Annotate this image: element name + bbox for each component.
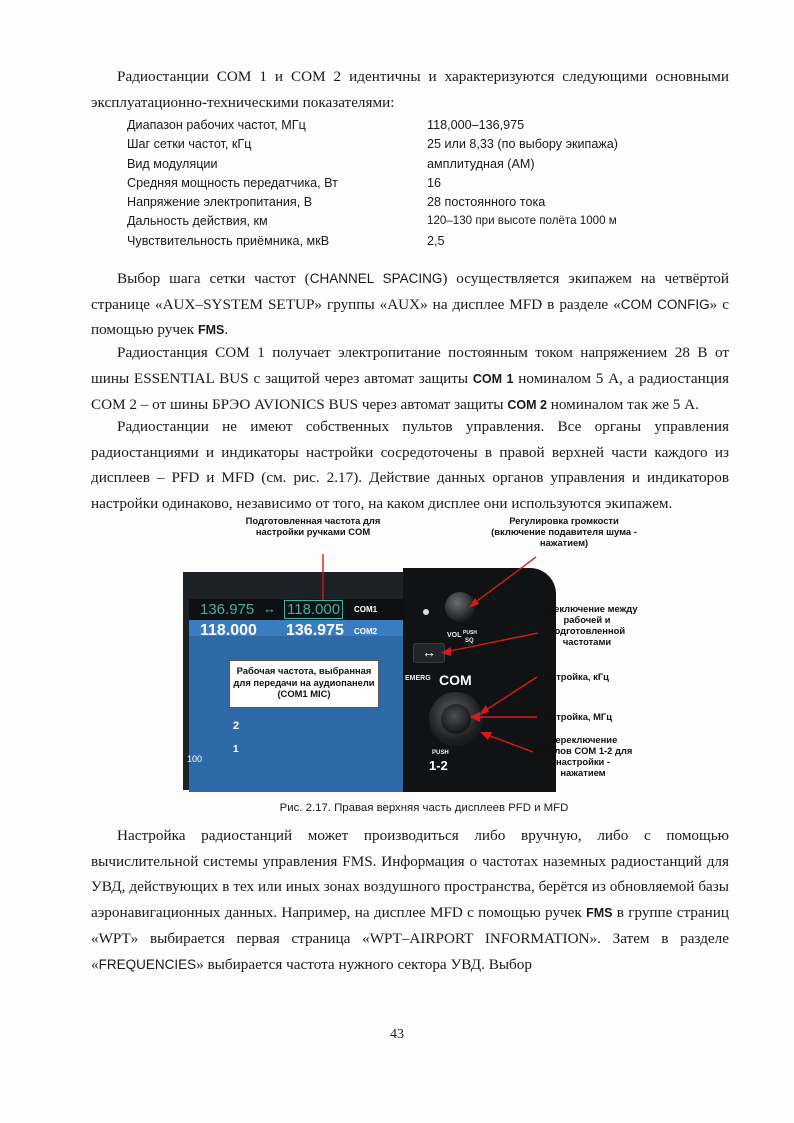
spec-row — [127, 234, 687, 253]
intro-text: Радиостанции COM 1 и COM 2 идентичны и характеризуются следующими основными эксплуатационно-техническими показателями: — [91, 68, 729, 111]
figure-caption: Рис. 2.17. Правая верхняя часть дисплеев PFD и MFD — [279, 802, 569, 814]
intro-paragraph — [91, 64, 729, 115]
text-run: FREQUENCIES — [98, 956, 197, 972]
label-khz: Настройка, кГц — [539, 671, 609, 682]
spec-value: 25 или 8,33 (по выбору экипажа) — [427, 137, 618, 152]
spec-value: 120–130 при высоте полёта 1000 м — [427, 214, 617, 228]
text-run: . — [224, 321, 229, 338]
spec-value: 16 — [427, 175, 442, 190]
vol-label: VOL — [447, 632, 462, 639]
spec-key: Вид модуляции — [127, 156, 218, 171]
sq-label: SQ — [465, 638, 474, 644]
text-run: ) осуществляется экипажем на четвёртой странице «AUX–SYSTEM SETUP» группы «AUX» на дисплее MFD в разделе « — [91, 270, 729, 313]
spec-key: Диапазон рабочих частот, МГц — [127, 118, 306, 132]
text-run: Радиостанции не имеют собственных пультов управления. Все органы управления радиостанциями и индикаторы настройки сосредоточены в правой верхней части каждого из дисплеев – PFD и MFD (см. рис. 2.17). Действие данных органов управления и индикаторов настройки одинаково, независимо от того, на каком дисплее они используются экипажем. — [91, 418, 729, 512]
callout-active-frequency: Рабочая частота, выбранная для передачи на аудиопанели (COM1 MIC) — [229, 660, 379, 708]
com-label: COM — [439, 672, 472, 688]
spec-row — [127, 176, 687, 195]
label-mhz: Настройка, МГц — [539, 711, 613, 722]
text-run: FMS — [586, 905, 613, 920]
ch12-label: 1-2 — [429, 758, 448, 773]
spec-row — [127, 157, 687, 176]
spec-key: Шаг сетки частот, кГц — [127, 137, 252, 152]
text-run: номиналом так же 5 А. — [546, 396, 699, 413]
spec-value: 28 постоянного тока — [427, 195, 546, 210]
label-volume: Регулировка громкости (включение подавителя шума - нажатием) — [491, 515, 637, 548]
text-run: » с помощью ручек — [91, 295, 729, 338]
scale-mark: 100 — [187, 754, 203, 764]
text-run: » выбирается частота нужного сектора УВД. Выбор — [196, 955, 532, 973]
label-swap: Переключение между рабочей и подготовленной частотами — [536, 603, 638, 647]
com1-label: COM1 — [354, 605, 378, 614]
swap-button[interactable]: ↔ — [413, 643, 445, 663]
spec-value: 118,000–136,975 — [427, 118, 525, 132]
standby-frequency-com2: 136.975 — [286, 622, 344, 639]
scale-mark: 1 — [233, 744, 239, 755]
text-run: Выбор шага сетки частот ( — [117, 270, 310, 287]
standby-frequency: 136.975 — [200, 601, 255, 618]
leader-lines — [183, 512, 665, 802]
spec-key: Средняя мощность передатчика, Вт — [127, 175, 338, 190]
figure-com-controls — [183, 512, 665, 814]
push-label: PUSH — [463, 630, 477, 636]
label-standby: Подготовленная частота для настройки ручками COM — [245, 515, 381, 537]
swap-arrow-icon: ↔ — [263, 601, 276, 616]
spec-table — [127, 118, 687, 253]
spec-key: Дальность действия, км — [127, 214, 268, 229]
spec-key: Напряжение электропитания, В — [127, 195, 313, 210]
paragraph-fms-tuning — [91, 823, 729, 977]
text-run: Радиостанция COM 1 получает электропитание постоянным током напряжением 28 В от шины ESSENTIAL BUS с защитой через автомат защиты — [91, 344, 729, 387]
active-frequency-com2: 118.000 — [200, 622, 257, 639]
com2-label: COM2 — [354, 627, 378, 636]
push-label: PUSH — [432, 750, 449, 756]
page-number: 43 — [390, 1027, 404, 1042]
label-switch: Переключение каналов COM 1-2 для настройки - нажатием — [533, 734, 633, 778]
text-run: FMS — [197, 323, 225, 337]
text-run: в группе страниц «WPT» выбирается первая страница «WPT–AIRPORT INFORMATION». Затем в разделе « — [91, 903, 729, 973]
text-run: CHANNEL SPACING — [309, 271, 443, 286]
emerg-label: EMERG — [405, 675, 431, 682]
paragraph-channel-spacing — [91, 266, 729, 344]
spec-row — [127, 195, 687, 214]
spec-row — [127, 214, 687, 233]
text-run: COM 1 — [472, 371, 514, 386]
text-run: Настройка радиостанций может производиться либо вручную, либо с помощью вычислительной системы управления FMS. Информация о частотах наземных радиостанций для УВД, действующих в тех или иных зонах воздушного пространства, берётся из обновляемой базы аэронавигационных данных. Например, на дисплее MFD с помощью ручек — [91, 827, 729, 921]
spec-key: Чувствительность приёмника, мкВ — [127, 233, 330, 248]
spec-row — [127, 118, 687, 137]
spec-value: амплитудная (АМ) — [427, 156, 535, 171]
scale-mark: 2 — [233, 720, 240, 732]
spec-value: 2,5 — [427, 233, 445, 248]
active-frequency-com1: 118.000 — [284, 600, 343, 619]
text-run: COM CONFIG — [620, 296, 710, 312]
text-run: COM 2 — [507, 398, 547, 412]
text-run: номиналом 5 А, а радиостанция COM 2 – от шины БРЭО AVIONICS BUS через автомат защиты — [91, 369, 729, 413]
paragraph-controls — [91, 414, 729, 516]
paragraph-power — [91, 340, 729, 419]
spec-row — [127, 137, 687, 156]
